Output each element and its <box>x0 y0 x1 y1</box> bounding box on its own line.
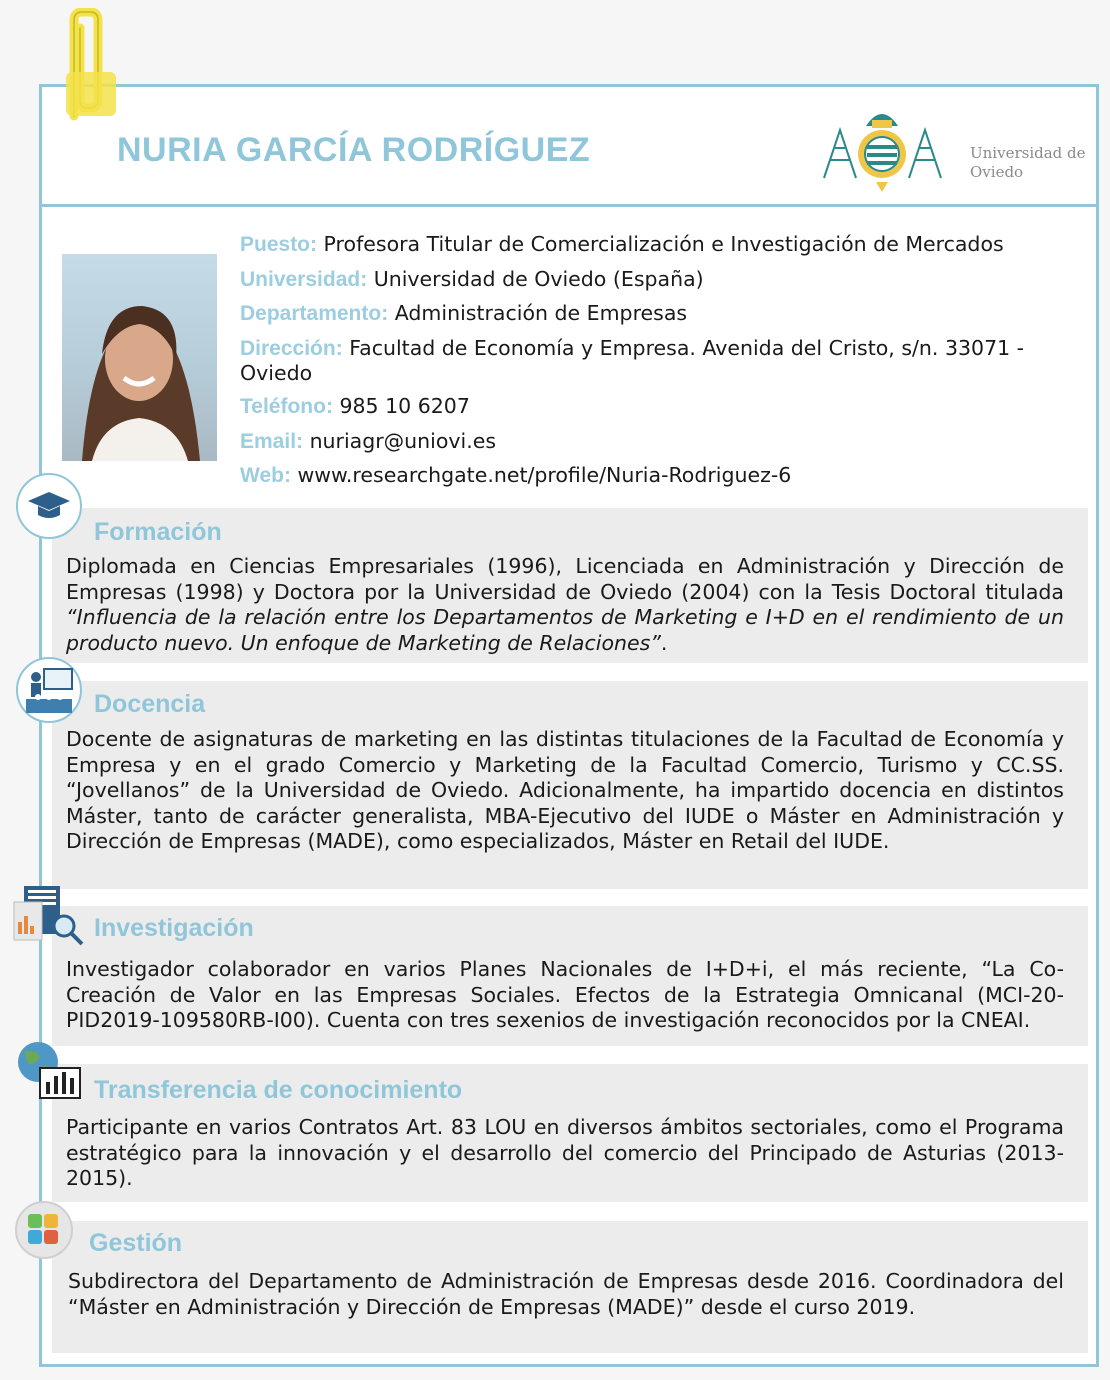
docencia-title: Docencia <box>94 690 206 718</box>
investigacion-title: Investigación <box>94 914 254 942</box>
university-name: Universidad de Oviedo <box>970 144 1086 181</box>
globe-chart-icon <box>14 1038 84 1102</box>
email-link[interactable]: nuriagr@uniovi.es <box>309 428 497 453</box>
research-document-icon <box>12 884 86 946</box>
profile-row-telefono: Teléfono: 985 10 6207 <box>240 394 470 418</box>
formacion-title: Formación <box>94 518 222 546</box>
profile-row-direccion: Dirección: Facultad de Economía y Empresa. Avenida del Cristo, s/n. 33071 - Oviedo <box>240 335 1025 385</box>
web-link[interactable]: www.researchgate.net/profile/Nuria-Rodriguez-6 <box>297 463 792 487</box>
transferencia-text: Participante en varios Contratos Art. 83 LOU en diversos ámbitos sectoriales, como el Programa estratégico para la innovación y el desarrollo del comercio del Principado de Asturias (2013-2015). <box>66 1115 1064 1191</box>
gestion-text: Subdirectora del Departamento de Administración de Empresas desde 2016. Coordinadora del “Máster en Administración y Dirección de Empresas (MADE)” desde el curso 2019. <box>68 1269 1064 1319</box>
formacion-text: Diplomada en Ciencias Empresariales (1996), Licenciada en Administración y Dirección de Empresas (1998) y Doctora por la Universidad de Oviedo (2004) con la Tesis Doctoral titulada “Influencia de la relación entre los Departamentos de Marketing e I+D en el rendimiento de un producto nuevo. Un enfoque de Marketing de Relaciones”. <box>66 554 1064 655</box>
gestion-title: Gestión <box>89 1229 183 1257</box>
profile-info <box>240 232 1078 498</box>
profile-row-universidad: Universidad: Universidad de Oviedo (España) <box>240 266 704 291</box>
graduation-cap-icon <box>14 471 84 541</box>
profile-row-web[interactable]: Web: www.researchgate.net/profile/Nuria-Rodriguez-6 <box>240 463 792 487</box>
person-name: NURIA GARCÍA RODRÍGUEZ <box>117 131 591 169</box>
university-crest-icon <box>820 100 945 192</box>
profile-row-departamento: Departamento: Administración de Empresas <box>240 301 688 325</box>
profile-photo <box>62 254 217 461</box>
transferencia-title: Transferencia de conocimiento <box>94 1076 463 1104</box>
teacher-presentation-icon <box>14 655 84 725</box>
docencia-text: Docente de asignaturas de marketing en las distintas titulaciones de la Facultad de Economía y Empresa y en el grado Comercio y Marketing de la Facultad Comercio, Turismo y CC.SS. “Jovellanos” de la Universidad de Oviedo. Adicionalmente, ha impartido docencia en distintos Máster, tanto de carácter generalista, MBA-Ejecutivo del IUDE o Máster en Administración y Dirección de Empresas (MADE), como especializados, Máster en Retail del IUDE. <box>66 727 1064 854</box>
investigacion-text: Investigador colaborador en varios Planes Nacionales de I+D+i, el más reciente, “La Co-Creación de Valor en las Empresas Sociales. Efectos de la Estrategia Omnicanal (MCI-20-PID2019-109580RB-I00). Cuenta con tres sexenios de investigación reconocidos por la CNEAI. <box>66 957 1064 1033</box>
profile-row-puesto: Puesto: Profesora Titular de Comercialización e Investigación de Mercados <box>240 232 1004 256</box>
header-divider <box>39 204 1099 207</box>
paperclip-icon <box>60 8 122 124</box>
puzzle-icon <box>10 1200 78 1262</box>
profile-row-email[interactable]: Email: nuriagr@uniovi.es <box>240 428 497 453</box>
